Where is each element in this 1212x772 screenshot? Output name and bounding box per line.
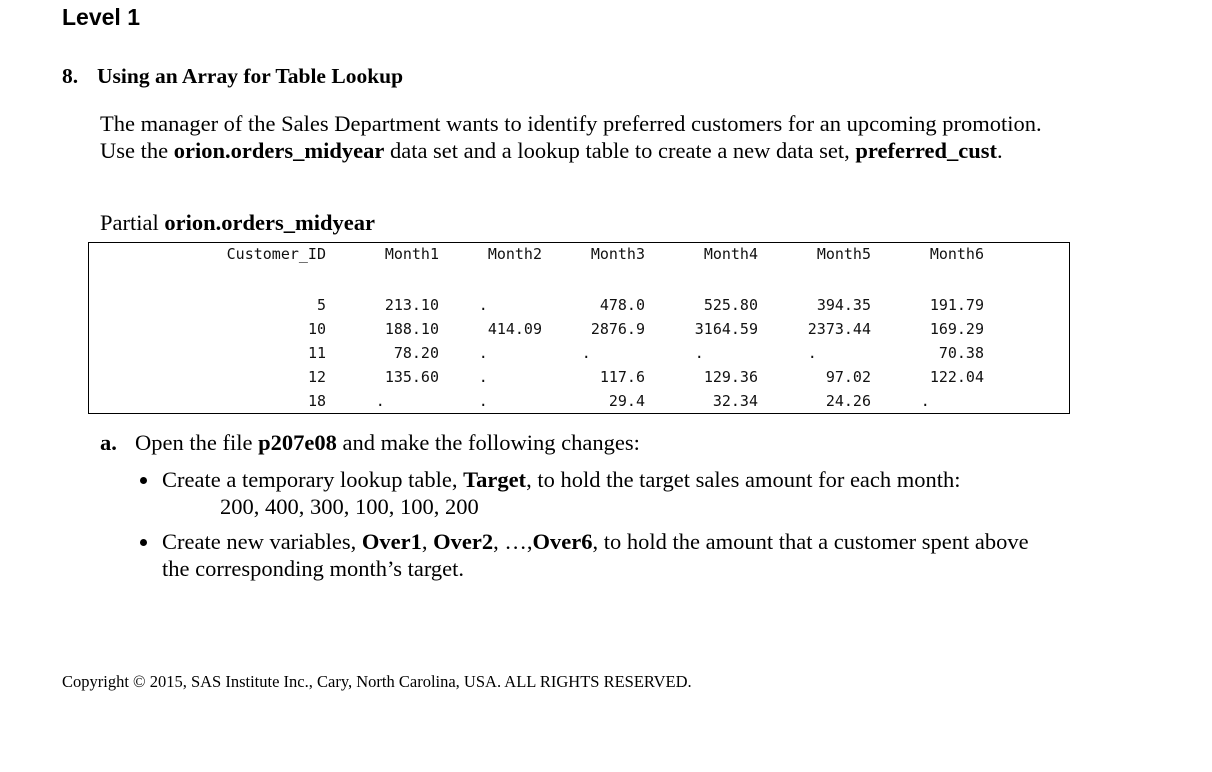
- caption-prefix: Partial: [100, 210, 165, 235]
- table-cell: 188.10: [384, 320, 439, 338]
- bullet-icon: [140, 477, 147, 484]
- table-cell: .: [478, 368, 542, 386]
- table-cell: 394.35: [816, 296, 871, 314]
- bullet-text-suffix: , to hold the amount that a customer spent above the corresponding month’s target.: [162, 529, 1029, 581]
- table-cell: .: [920, 392, 984, 410]
- table-cell: 525.80: [703, 296, 758, 314]
- table-cell: .: [478, 344, 542, 362]
- table-cell: 169.29: [929, 320, 984, 338]
- table-row: [89, 341, 984, 365]
- table-row: [89, 365, 984, 389]
- variable-over6: Over6: [532, 529, 593, 554]
- table-cell: 2373.44: [807, 320, 871, 338]
- table-cell: 122.04: [929, 368, 984, 386]
- level-heading: Level 1: [62, 4, 140, 30]
- step-text-suffix: and make the following changes:: [336, 430, 640, 455]
- table-cell: 478.0: [599, 296, 645, 314]
- table-cell: .: [375, 392, 439, 410]
- table-cell: 32.34: [712, 392, 758, 410]
- bullet-icon: [140, 539, 147, 546]
- table-cell: 2876.9: [590, 320, 645, 338]
- table-cell: 135.60: [384, 368, 439, 386]
- list-item: [136, 466, 1036, 520]
- table-header-row: [89, 243, 984, 269]
- caption-dataset: orion.orders_midyear: [164, 210, 375, 235]
- column-header: Customer_ID: [226, 245, 326, 263]
- table-row: [89, 317, 984, 341]
- list-item: [136, 528, 1036, 582]
- column-header: Month6: [929, 245, 984, 263]
- column-header: Month3: [590, 245, 645, 263]
- table-cell: 414.09: [487, 320, 542, 338]
- copyright-notice: Copyright © 2015, SAS Institute Inc., Cary, North Carolina, USA. ALL RIGHTS RESERVED.: [62, 672, 692, 691]
- table-cell: 117.6: [599, 368, 645, 386]
- exercise-number: 8.: [62, 64, 79, 88]
- table-spacer-row: [89, 269, 984, 293]
- column-header: Month2: [487, 245, 542, 263]
- separator: , …,: [493, 529, 533, 554]
- program-file-name: p207e08: [258, 430, 337, 455]
- table-cell: .: [581, 344, 645, 362]
- table-cell: 97.02: [825, 368, 871, 386]
- column-header: Month1: [384, 245, 439, 263]
- description-text-3: .: [997, 138, 1003, 163]
- table-cell: 18: [307, 392, 326, 410]
- data-table-frame: [88, 242, 1070, 414]
- table-cell: .: [694, 344, 758, 362]
- table-cell: 213.10: [384, 296, 439, 314]
- bullet-text-prefix: Create new variables,: [162, 529, 362, 554]
- new-dataset-name: preferred_cust: [855, 138, 998, 163]
- table-cell: 10: [307, 320, 326, 338]
- variable-over1: Over1: [361, 529, 422, 554]
- table-cell: 12: [307, 368, 326, 386]
- variable-over2: Over2: [433, 529, 494, 554]
- table-row: [89, 293, 984, 317]
- table-cell: 3164.59: [694, 320, 758, 338]
- step-letter: a.: [100, 430, 117, 455]
- step-bullet-list: [136, 466, 1036, 590]
- table-cell: 24.26: [825, 392, 871, 410]
- step-text-prefix: Open the file: [135, 430, 259, 455]
- table-cell: .: [478, 392, 542, 410]
- bullet-text-suffix: , to hold the target sales amount for each month:: [526, 467, 961, 492]
- table-row: [89, 389, 984, 413]
- lookup-table-name: Target: [463, 467, 527, 492]
- target-values: 200, 400, 300, 100, 100, 200: [220, 494, 479, 519]
- table-cell: 11: [307, 344, 326, 362]
- table-caption: [100, 210, 375, 236]
- table-cell: 78.20: [393, 344, 439, 362]
- column-header: Month4: [703, 245, 758, 263]
- table-cell: 191.79: [929, 296, 984, 314]
- description-text-2: data set and a lookup table to create a new data set,: [384, 138, 856, 163]
- separator: ,: [421, 529, 434, 554]
- table-cell: 5: [316, 296, 326, 314]
- bullet-text-prefix: Create a temporary lookup table,: [162, 467, 464, 492]
- description-text-1: The manager of the Sales Department wants to identify preferred customers for an upcoming promotion. Use the: [100, 111, 1042, 163]
- exercise-description: [100, 110, 1060, 164]
- data-table: [89, 243, 984, 413]
- exercise-title: [62, 64, 403, 89]
- table-cell: .: [478, 296, 542, 314]
- column-header: Month5: [816, 245, 871, 263]
- table-cell: 29.4: [608, 392, 645, 410]
- dataset-name: orion.orders_midyear: [173, 138, 385, 163]
- table-cell: 70.38: [938, 344, 984, 362]
- table-cell: 129.36: [703, 368, 758, 386]
- exercise-title-text: Using an Array for Table Lookup: [97, 64, 404, 88]
- step-a: [100, 430, 640, 456]
- table-cell: .: [807, 344, 871, 362]
